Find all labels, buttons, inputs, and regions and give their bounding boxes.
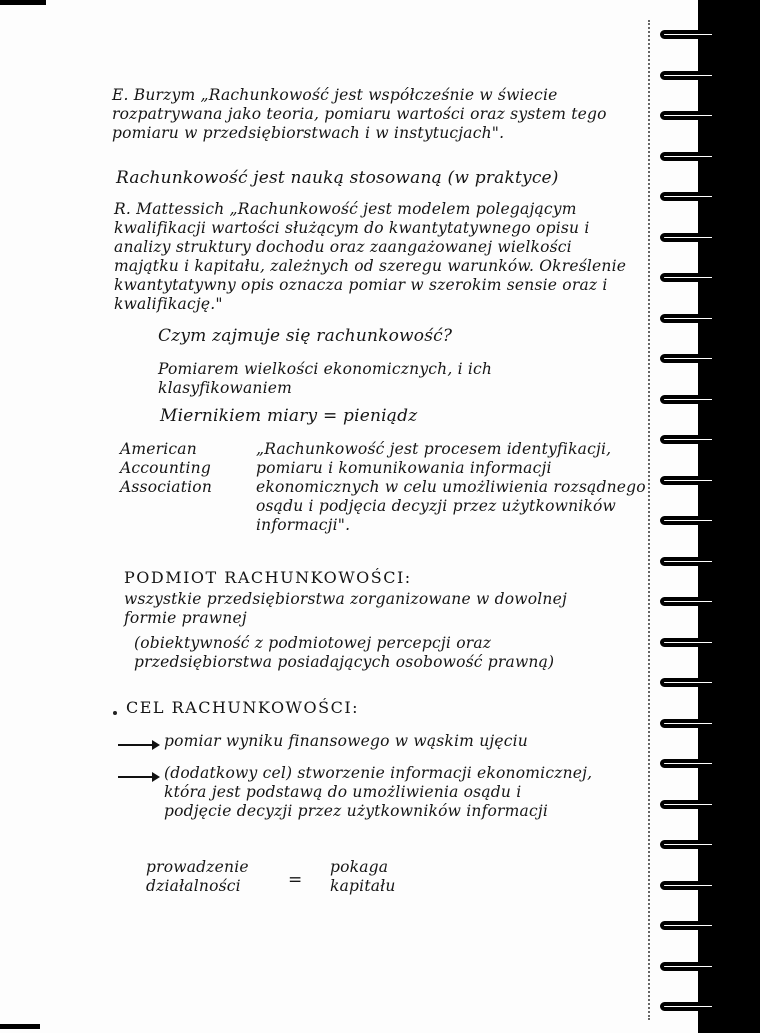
spiral-ring (660, 435, 716, 444)
cel-item-2: (dodatkowy cel) stworzenie informacji ekonomicznej, która jest podstawą do umożliwienia osądu i podjęcie decyzji przez użytkowników informacji (164, 764, 593, 820)
spiral-ring (660, 678, 716, 687)
spiral-ring (660, 476, 716, 485)
mattessich-definition: R. Mattessich „Rachunkowość jest modelem polegającym kwalifikacji wartości służącym do kwantytatywnego opisu i analizy struktury dochodu oraz zaangażowanej wielkości majątku i kapitału, zależnych od szeregu warunków. Określenie kwantytatywny opis oznacza pomiar w szerokim sensie oraz i kwalifikację." (114, 200, 627, 313)
spiral-ring (660, 759, 716, 768)
spiral-ring (660, 719, 716, 728)
applied-science-note: Rachunkowość jest nauką stosowaną (w praktyce) (116, 168, 559, 188)
spiral-ring (660, 233, 716, 242)
podmiot-description: wszystkie przedsiębiorstwa zorganizowane w dowolnej formie prawnej (124, 590, 567, 627)
answer-measurement: Pomiarem wielkości ekonomicznych, i ich klasyfikowaniem (158, 360, 493, 397)
spiral-ring (660, 962, 716, 971)
arrow-icon (118, 744, 158, 746)
spiral-ring (660, 30, 716, 39)
spiral-ring (660, 597, 716, 606)
equation-left: prowadzenie działalności (146, 858, 249, 895)
scan-edge-mark (0, 1024, 40, 1029)
question-scope: Czym zajmuje się rachunkowość? (158, 326, 453, 346)
spiral-ring (660, 152, 716, 161)
spiral-ring (660, 1002, 716, 1011)
equation-right: pokaga kapitału (330, 858, 396, 895)
spiral-ring (660, 71, 716, 80)
cel-item-1: pomiar wyniku finansowego w wąskim ujęciu (164, 732, 528, 750)
spiral-ring (660, 354, 716, 363)
spiral-ring (660, 111, 716, 120)
spiral-ring (660, 192, 716, 201)
spiral-ring (660, 273, 716, 282)
bullet-dot (113, 711, 117, 715)
spiral-ring (660, 800, 716, 809)
spiral-ring (660, 516, 716, 525)
spiral-ring (660, 638, 716, 647)
spiral-ring (660, 314, 716, 323)
aaa-label: American Accounting Association (120, 440, 213, 496)
burzym-definition: E. Burzym „Rachunkowość jest współcześnie w świecie rozpatrywana jako teoria, pomiaru wartości oraz system tego pomiaru w przedsiębiorstwach i w instytucjach". (112, 86, 607, 142)
podmiot-note: (obiektywność z podmiotowej percepcji oraz przedsiębiorstwa posiadających osobowość prawną) (134, 634, 555, 671)
spiral-ring (660, 921, 716, 930)
spiral-ring (660, 881, 716, 890)
spiral-ring (660, 557, 716, 566)
cel-heading: CEL RACHUNKOWOŚCI: (126, 698, 360, 717)
aaa-definition: „Rachunkowość jest procesem identyfikacji, pomiaru i komunikowania informacji ekonomicznych w celu umożliwienia rozsądnego osądu i podjęcia decyzji przez użytkowników informacji". (256, 440, 646, 534)
arrow-icon (118, 776, 158, 778)
spiral-ring (660, 840, 716, 849)
podmiot-heading: PODMIOT RACHUNKOWOŚCI: (124, 568, 412, 587)
equation-sign: = (288, 870, 303, 890)
spiral-ring (660, 395, 716, 404)
answer-money-measure: Miernikiem miary = pieniądz (160, 406, 418, 426)
perforation-line (648, 20, 650, 1020)
scan-edge-mark (0, 0, 46, 5)
